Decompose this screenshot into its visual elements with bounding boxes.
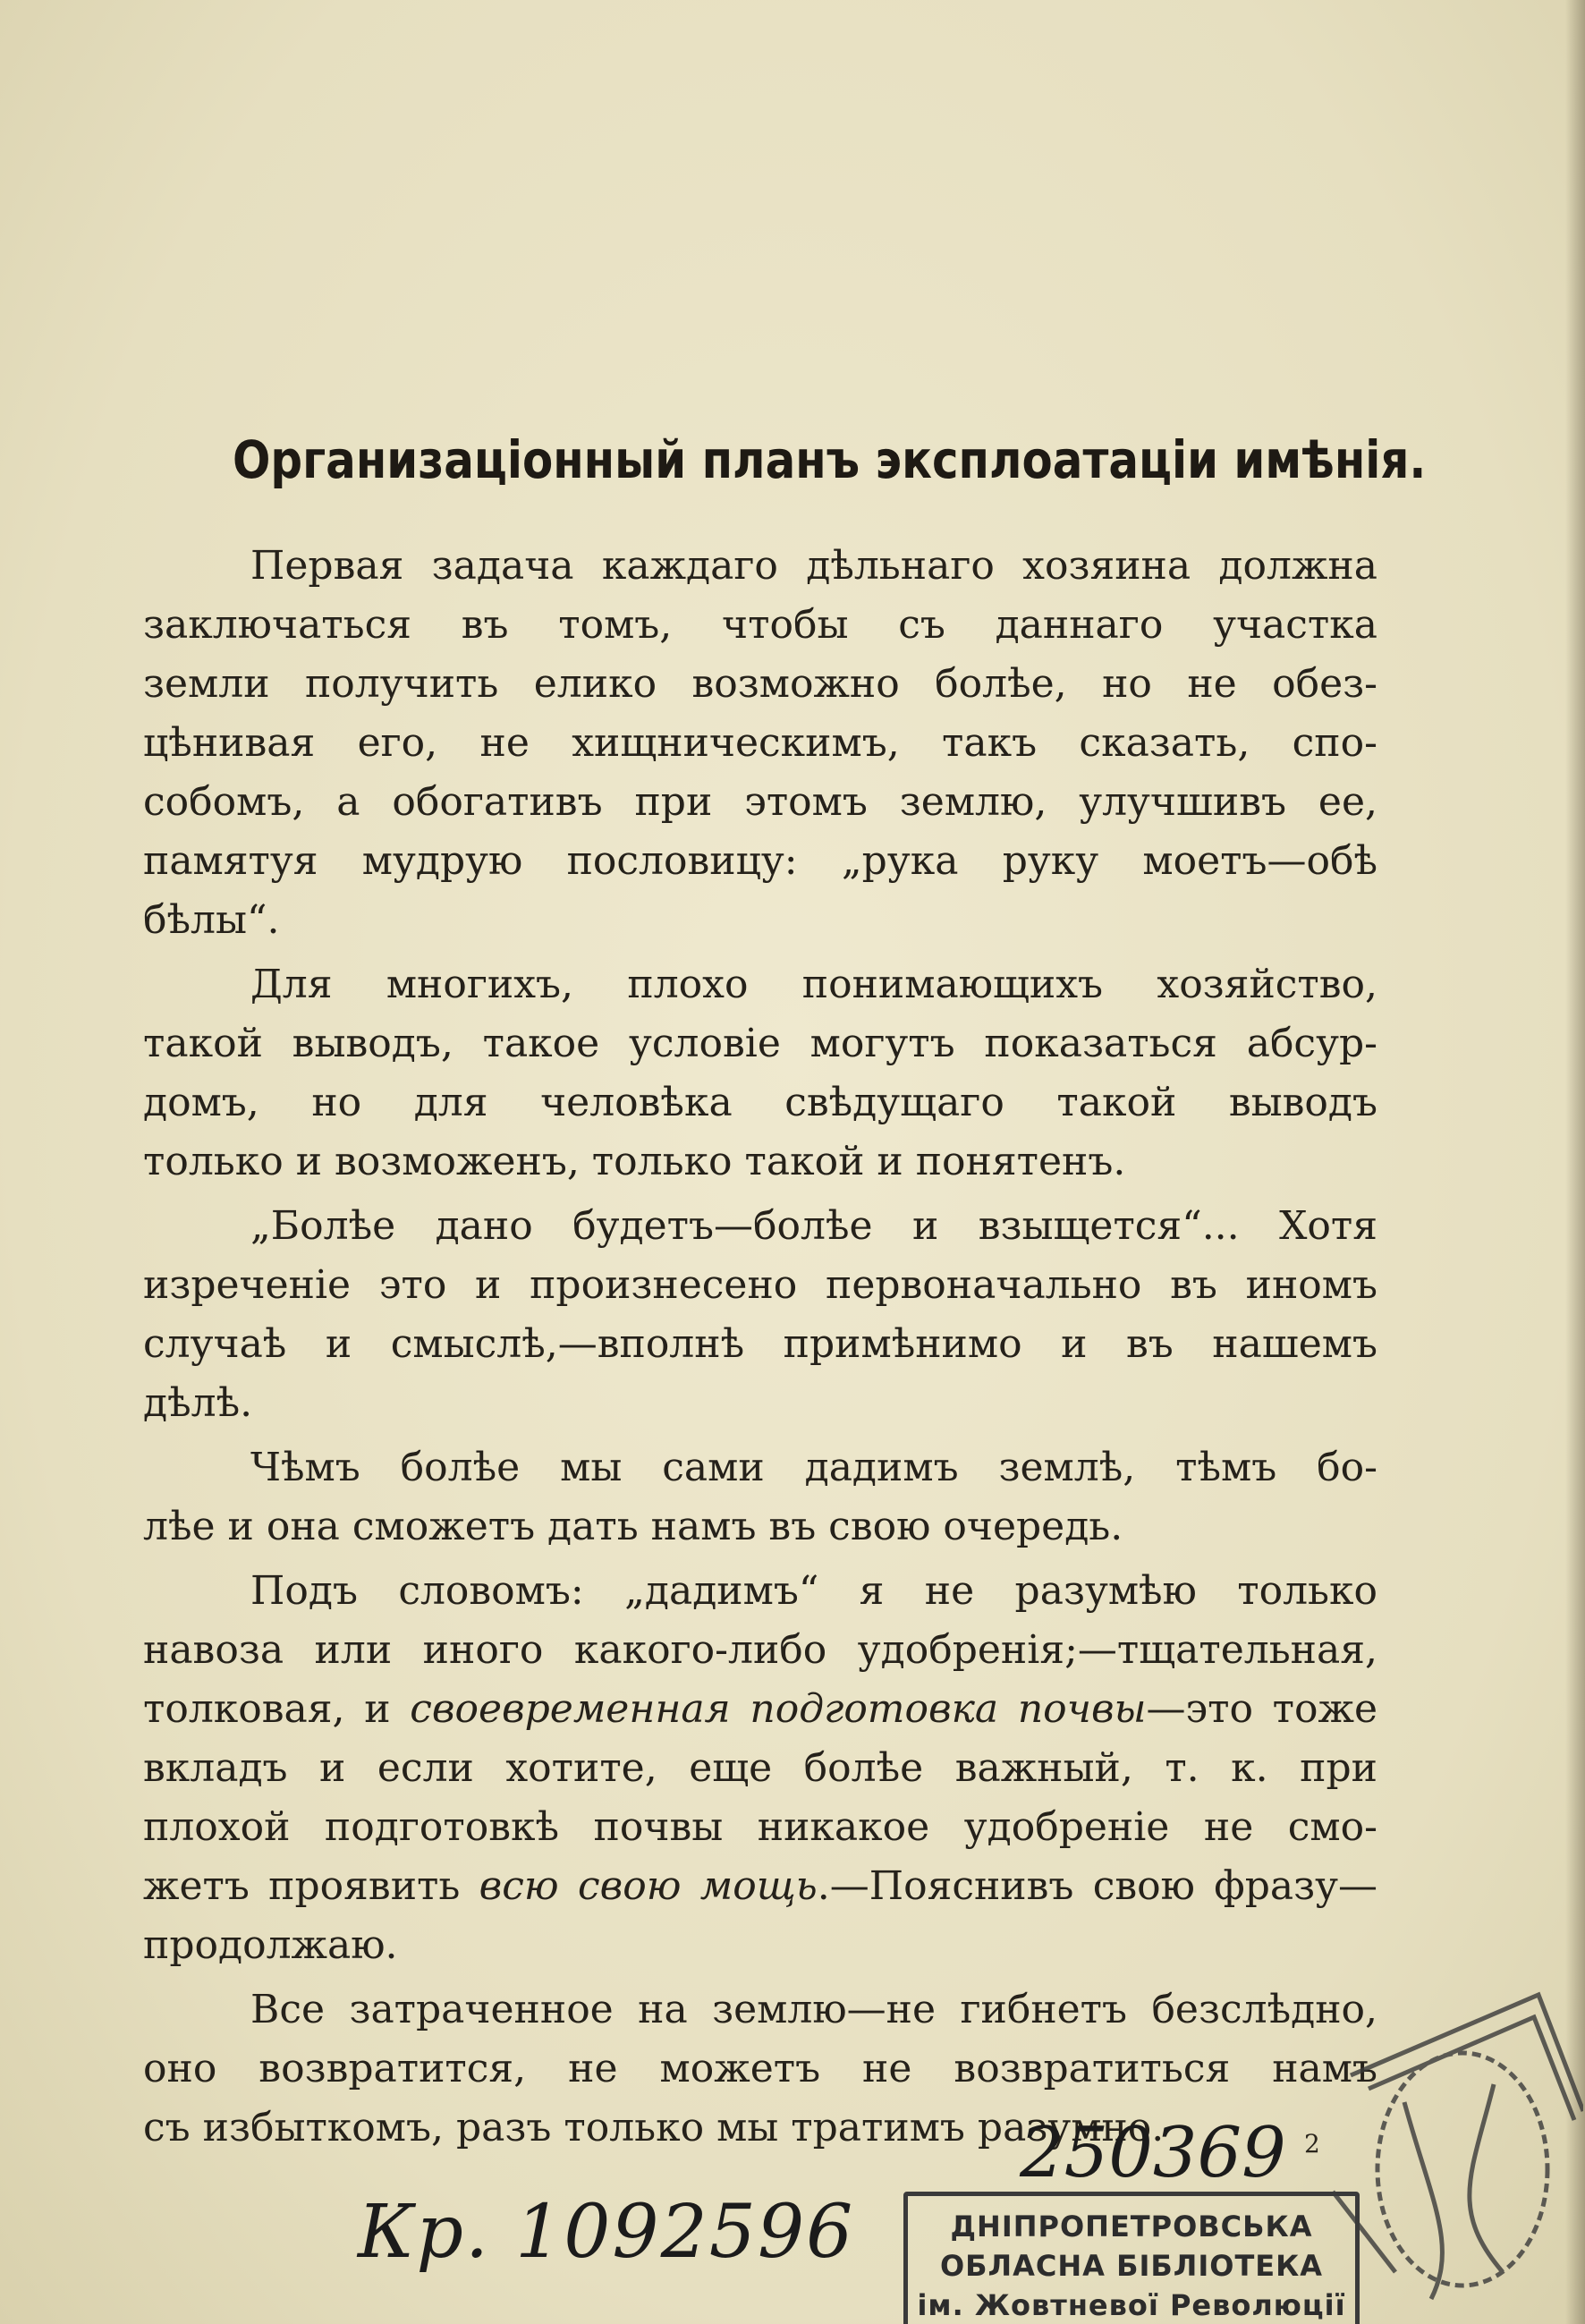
text-line: Все затраченное на землю—не гибнетъ безслѣдно, — [250, 1987, 1377, 2032]
paragraph — [143, 955, 1377, 1192]
text-line: памятуя мудрую пословицу: „рука руку моетъ—обѣ — [143, 838, 1377, 884]
text-line: собомъ, а обогативъ при этомъ землю, улучшивъ ее, — [143, 779, 1377, 825]
body-text — [143, 537, 1377, 2163]
text-line: жетъ проявить всю свою мощь.—Пояснивъ свою фразу— — [143, 1863, 1377, 1909]
paragraph — [143, 537, 1377, 950]
paragraph — [143, 1438, 1377, 1556]
text-line: плохой подготовкѣ почвы никакое удобреніе не смо- — [143, 1804, 1377, 1850]
text-line: заключаться въ томъ, чтобы съ даннаго участка — [143, 602, 1377, 648]
text-line: бѣлы“. — [143, 897, 280, 943]
text-line: лѣе и она сможетъ дать намъ въ свою очередь. — [143, 1504, 1123, 1549]
italic-text: всю свою мощь — [479, 1863, 818, 1909]
text-line: продолжаю. — [143, 1922, 398, 1968]
text-line: оно возвратится, не можетъ не возвратиться намъ — [143, 2046, 1377, 2091]
text-line: такой выводъ, такое условіе могутъ показаться абсур- — [143, 1021, 1377, 1066]
page-title: Организаціонный планъ эксплоатаціи имѣнія. — [233, 429, 1427, 490]
stamp-line: ім. Жовтневої Революції — [917, 2288, 1346, 2322]
text-line: земли получить елико возможно болѣе, но не обез- — [143, 661, 1377, 707]
text-line: дѣлѣ. — [143, 1380, 253, 1426]
text-line: съ избыткомъ, разъ только мы тратимъ разумно. — [143, 2105, 1165, 2150]
paragraph — [143, 1197, 1377, 1433]
text-line: Чѣмъ болѣе мы сами дадимъ землѣ, тѣмъ бо- — [250, 1445, 1377, 1490]
text-line: Для многихъ, плохо понимающихъ хозяйство, — [250, 962, 1377, 1007]
stamp-line: ДНІПРОПЕТРОВСЬКА — [950, 2209, 1313, 2243]
text-line: цѣнивая его, не хищническимъ, такъ сказать, спо- — [143, 720, 1377, 766]
text-line: Подъ словомъ: „дадимъ“ я не разумѣю только — [250, 1568, 1377, 1614]
text-line: „Болѣе дано будетъ—болѣе и взыщется“... Хотя — [250, 1203, 1377, 1249]
text-line: только и возможенъ, только такой и понятенъ. — [143, 1139, 1126, 1184]
page-number: 2 — [1304, 2129, 1320, 2159]
handwritten-inventory-number: Кр. 1092596 — [358, 2190, 855, 2275]
text-line: Первая задача каждаго дѣльнаго хозяина должна — [250, 543, 1377, 589]
text-line: домъ, но для человѣка свѣдущаго такой выводъ — [143, 1080, 1377, 1125]
text-line: изреченіе это и произнесено первоначально въ иномъ — [143, 1262, 1377, 1308]
italic-text: своевременная подготовка почвы — [410, 1686, 1147, 1732]
text-line: случаѣ и смыслѣ,—вполнѣ примѣнимо и въ нашемъ — [143, 1321, 1377, 1367]
stamp-line: ОБЛАСНА БІБЛІОТЕКА — [939, 2249, 1324, 2283]
text-line: вкладъ и если хотите, еще болѣе важный, т. к. при — [143, 1745, 1377, 1791]
page-edge-shadow — [1565, 0, 1585, 2324]
text-line: навоза или иного какого-либо удобренія;—тщательная, — [143, 1627, 1377, 1673]
handwritten-accession-number: 250369 — [1020, 2113, 1286, 2193]
text-line: толковая, и своевременная подготовка почвы—это тоже — [143, 1686, 1377, 1732]
library-stamp — [903, 2192, 1360, 2324]
paragraph — [143, 1562, 1377, 1975]
